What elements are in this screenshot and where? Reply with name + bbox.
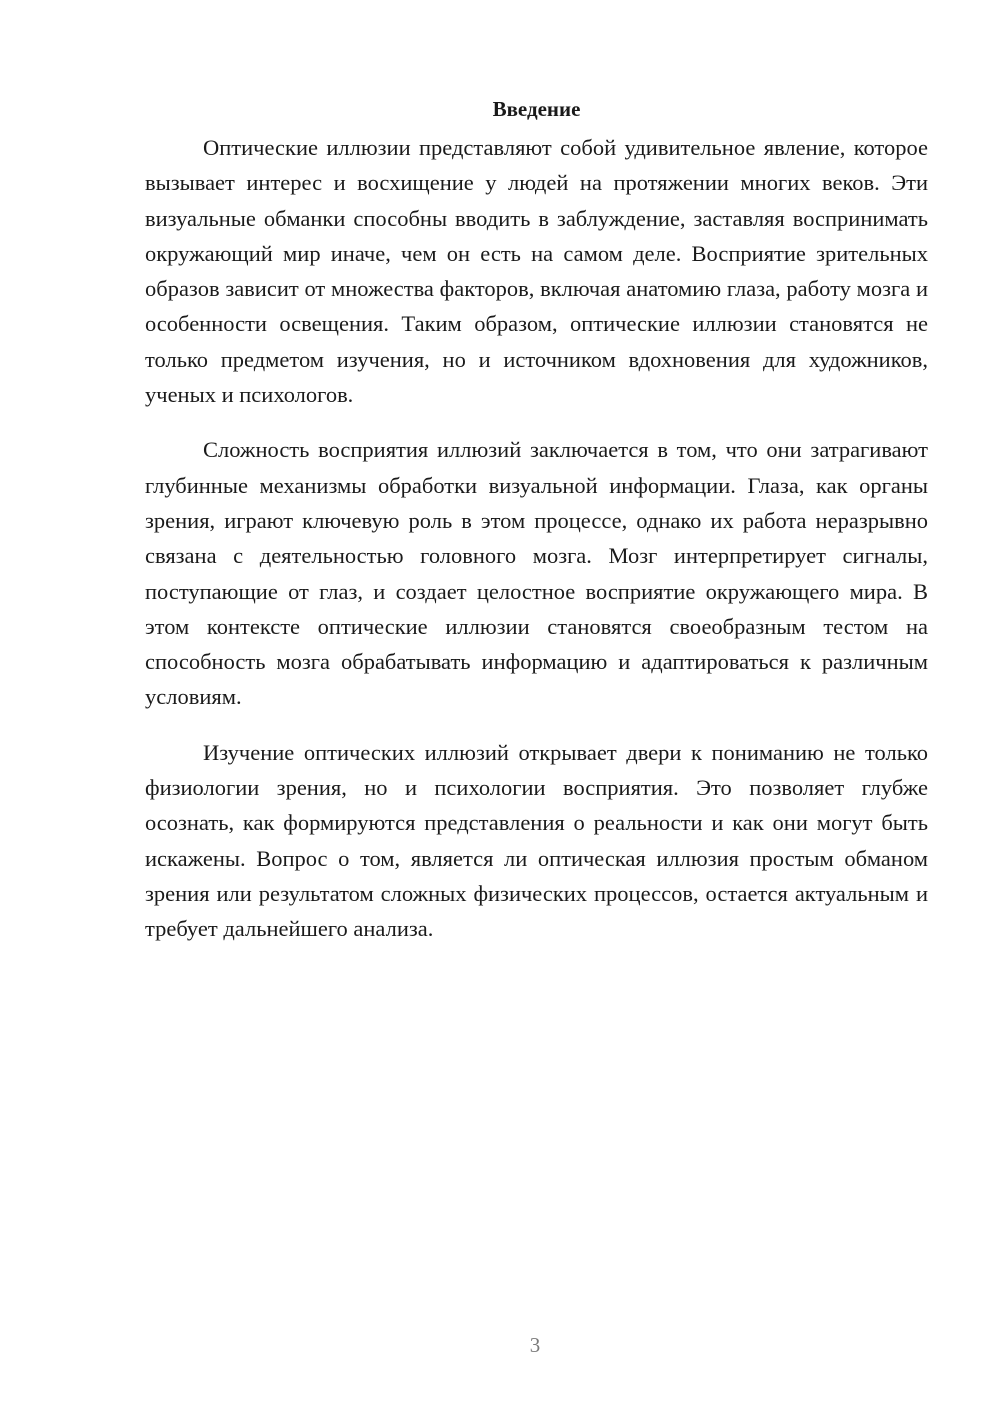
paragraph: Оптические иллюзии представляют собой удивительное явление, которое вызывает интерес и восхищение у людей на протяжении многих веков. Эти визуальные обманки способны вводить в заблуждение, заставляя воспринимать окружающий мир иначе, чем он есть на самом деле. Восприятие зрительных образов зависит от множества факторов, включая анатомию глаза, работу мозга и особенности освещения. Таким образом, оптические иллюзии становятся не только предметом изучения, но и источником вдохновения для художников, ученых и психологов. xyxy=(145,135,928,408)
document-body xyxy=(145,92,928,967)
page-number: 3 xyxy=(529,1333,541,1357)
section-heading: Введение xyxy=(492,97,581,121)
paragraph: Сложность восприятия иллюзий заключается в том, что они затрагивают глубинные механизмы обработки визуальной информации. Глаза, как органы зрения, играют ключевую роль в этом процессе, однако их работа неразрывно связана с деятельностью головного мозга. Мозг интерпретирует сигналы, поступающие от глаз, и создает целостное восприятие окружающего мира. В этом контексте оптические иллюзии становятся своеобразным тестом на способность мозга обрабатывать информацию и адаптироваться к различным условиям. xyxy=(145,437,928,710)
paragraph: Изучение оптических иллюзий открывает двери к пониманию не только физиологии зрения, но и психологии восприятия. Это позволяет глубже осознать, как формируются представления о реальности и как они могут быть искажены. Вопрос о том, является ли оптическая иллюзия простым обманом зрения или результатом сложных физических процессов, остается актуальным и требует дальнейшего анализа. xyxy=(145,739,928,942)
